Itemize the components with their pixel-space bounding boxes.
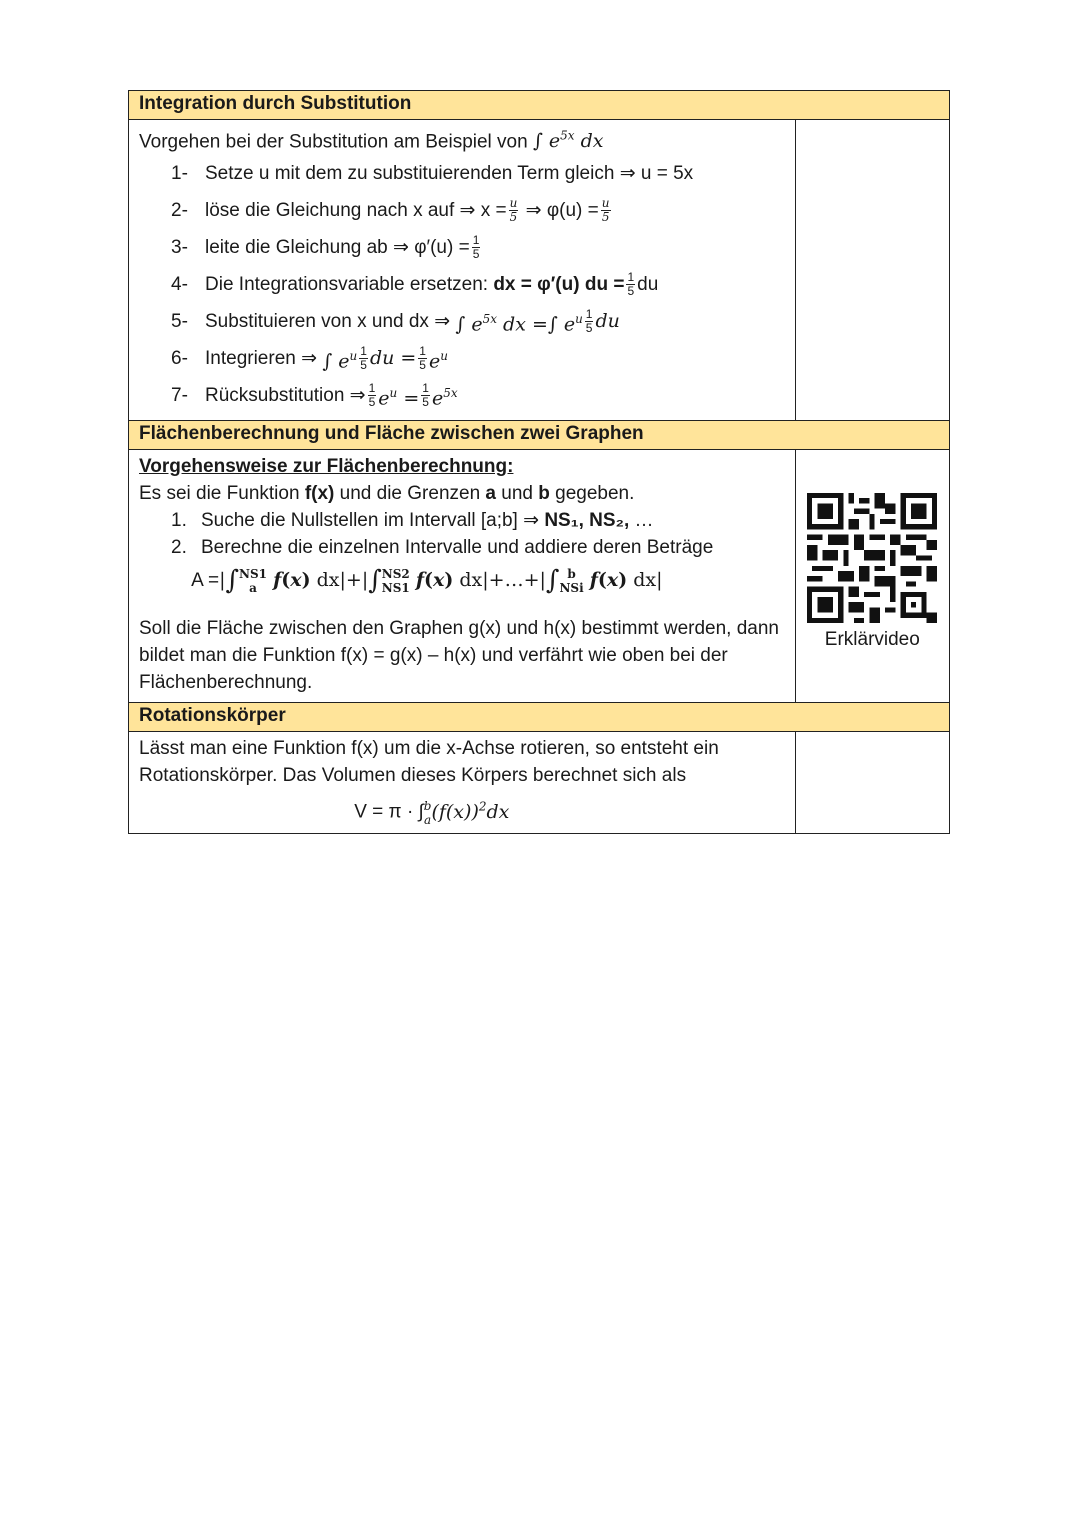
flaechen-given-line: Es sei die Funktion f(x) und die Grenzen a und b gegeben. <box>139 483 635 505</box>
rotation-paragraph: Lässt man eine Funktion f(x) um die x-Achse rotieren, so entsteht ein Rotationskörper. Das Volumen dieses Körpers berechnet sich als <box>139 738 719 787</box>
flaechen-step-2: 2. Berechne die einzelnen Intervalle und addiere deren Beträge <box>171 537 714 559</box>
flaechen-content <box>129 450 796 703</box>
step-4: 4- Die Integrationsvariable ersetzen: dx = φ′(u) du = $\frac{1}{5}$ du <box>171 270 659 299</box>
step-6: 6- Integrieren ⇒ ∫ $e^u$ 1 5 du = $\frac{1}{5}$ $e^u$ <box>171 344 448 373</box>
substitution-intro: Vorgehen bei der Substitution am Beispiel von ∫ $e^{5x}$ dx <box>139 129 604 153</box>
cheat-sheet-table <box>128 90 950 834</box>
intro-integral: ∫ $e^{5x}$ dx <box>532 129 604 153</box>
step-7: 7- Rücksubstitution ⇒ 1 5 $e^u$ = $\frac{1}{5}$ $e^{5x}$ <box>171 381 458 410</box>
qr-cell <box>795 450 949 703</box>
section-title-rotation: Rotationskörper <box>129 703 950 732</box>
step-5: 5- Substituieren von x und dx ⇒ ∫ $e^{5x}$ dx =∫ $e^u$ 1 5 du <box>171 307 620 336</box>
flaechen-paragraph: Soll die Fläche zwischen den Graphen g(x) und h(x) bestimmt werden, dann bildet man die Funktion f(x) = g(x) – h(x) und verfährt wie oben bei der Flächenberechnung. <box>139 618 779 694</box>
rotation-content <box>129 732 796 833</box>
step-2: 2- löse die Gleichung nach x auf ⇒ x = $\frac{u}{5}$ ⇒ φ(u) = $\frac{u}{5}$ <box>171 196 610 225</box>
flaechen-step-1: 1. Suche die Nullstellen im Intervall [a;b] ⇒ NS₁, NS₂, … <box>171 510 654 532</box>
area-formula: A =|∫ NS1 a f(x) dx|+|∫ NS2 NS1 f(x) dx|+…+|∫ b NSi f(x) dx| <box>191 565 663 596</box>
volume-formula: V = π · ∫ b a $(f(x))^2dx$ <box>354 798 510 827</box>
step-1: 1- Setze u mit dem zu substituierenden Term gleich ⇒ u = 5x <box>171 163 694 185</box>
substitution-content <box>129 120 796 421</box>
substitution-side-cell <box>795 120 949 421</box>
section-title-flaechen: Flächenberechnung und Fläche zwischen zwei Graphen <box>129 421 950 450</box>
qr-code-icon[interactable] <box>807 493 937 623</box>
flaechen-subtitle: Vorgehensweise zur Flächenberechnung: <box>139 456 514 478</box>
qr-caption: Erklärvideo <box>824 629 920 651</box>
section-title-substitution: Integration durch Substitution <box>129 91 950 120</box>
rotation-side-cell <box>795 732 949 833</box>
step-3: 3- leite die Gleichung ab ⇒ φ′(u) = $\frac{1}{5}$ <box>171 233 480 262</box>
